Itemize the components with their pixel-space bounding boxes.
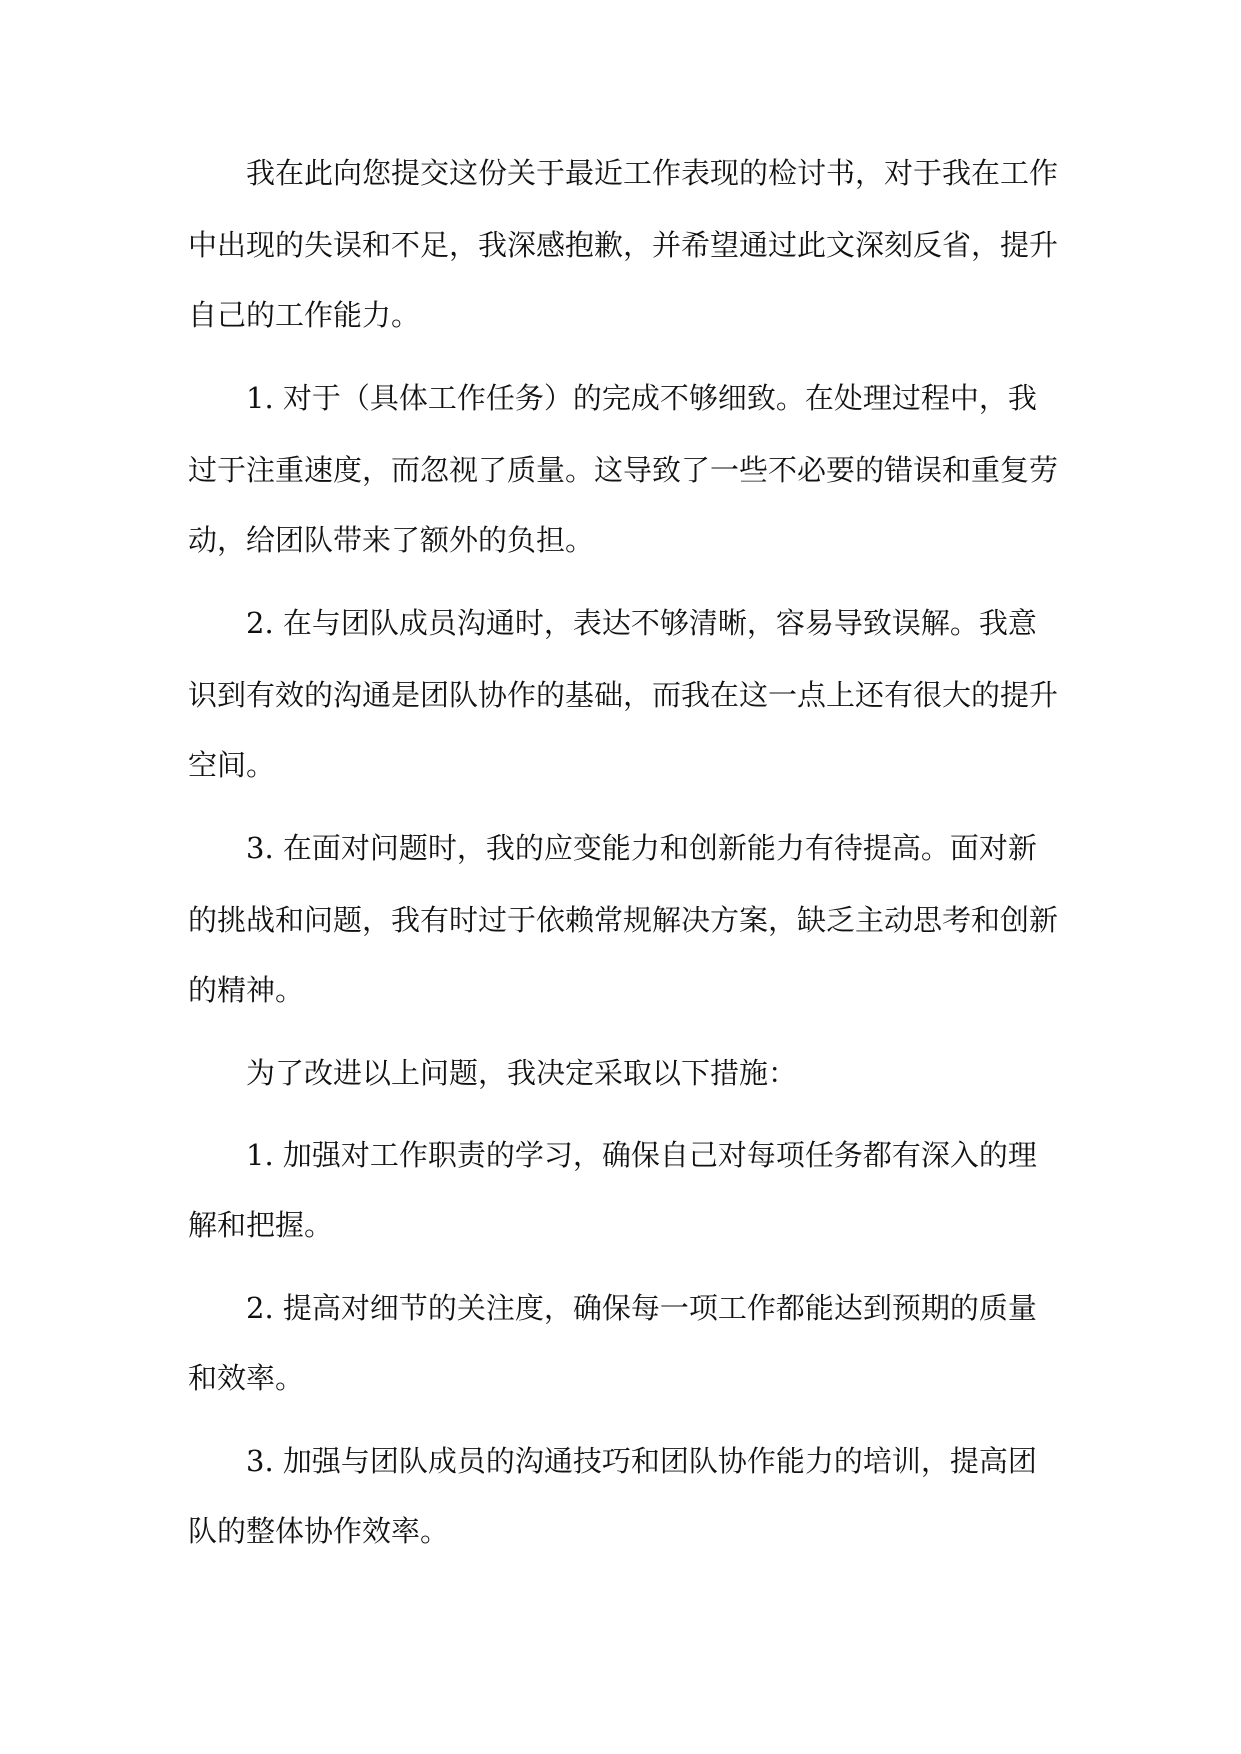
paragraph-3-line-2: 识到有效的沟通是团队协作的基础，而我在这一点上还有很大的提升 [188, 678, 1059, 712]
paragraph-6-line-1: 1. 加强对工作职责的学习，确保自己对每项任务都有深入的理 [246, 1138, 1037, 1172]
paragraph-2-line-1: 1. 对于（具体工作任务）的完成不够细致。在处理过程中，我 [246, 381, 1037, 415]
paragraph-4-line-2: 的挑战和问题，我有时过于依赖常规解决方案，缺乏主动思考和创新 [188, 903, 1059, 937]
paragraph-2-line-2: 过于注重速度，而忽视了质量。这导致了一些不必要的错误和重复劳 [188, 453, 1059, 487]
paragraph-1-line-3: 自己的工作能力。 [188, 298, 421, 332]
paragraph-3-line-3: 空间。 [188, 748, 276, 782]
paragraph-7-line-2: 和效率。 [188, 1361, 305, 1395]
paragraph-5-line-1: 为了改进以上问题，我决定采取以下措施： [246, 1056, 798, 1090]
paragraph-3-line-1: 2. 在与团队成员沟通时，表达不够清晰，容易导致误解。我意 [246, 606, 1037, 640]
paragraph-8-line-1: 3. 加强与团队成员的沟通技巧和团队协作能力的培训，提高团 [246, 1444, 1037, 1478]
paragraph-1-line-2: 中出现的失误和不足，我深感抱歉，并希望通过此文深刻反省，提升 [188, 228, 1059, 262]
paragraph-7-line-1: 2. 提高对细节的关注度，确保每一项工作都能达到预期的质量 [246, 1291, 1037, 1325]
paragraph-4-line-3: 的精神。 [188, 973, 305, 1007]
paragraph-6-line-2: 解和把握。 [188, 1208, 334, 1242]
paragraph-2-line-3: 动，给团队带来了额外的负担。 [188, 523, 595, 557]
paragraph-4-line-1: 3. 在面对问题时，我的应变能力和创新能力有待提高。面对新 [246, 831, 1037, 865]
paragraph-1-line-1: 我在此向您提交这份关于最近工作表现的检讨书，对于我在工作 [246, 156, 1059, 190]
paragraph-8-line-2: 队的整体协作效率。 [188, 1514, 450, 1548]
